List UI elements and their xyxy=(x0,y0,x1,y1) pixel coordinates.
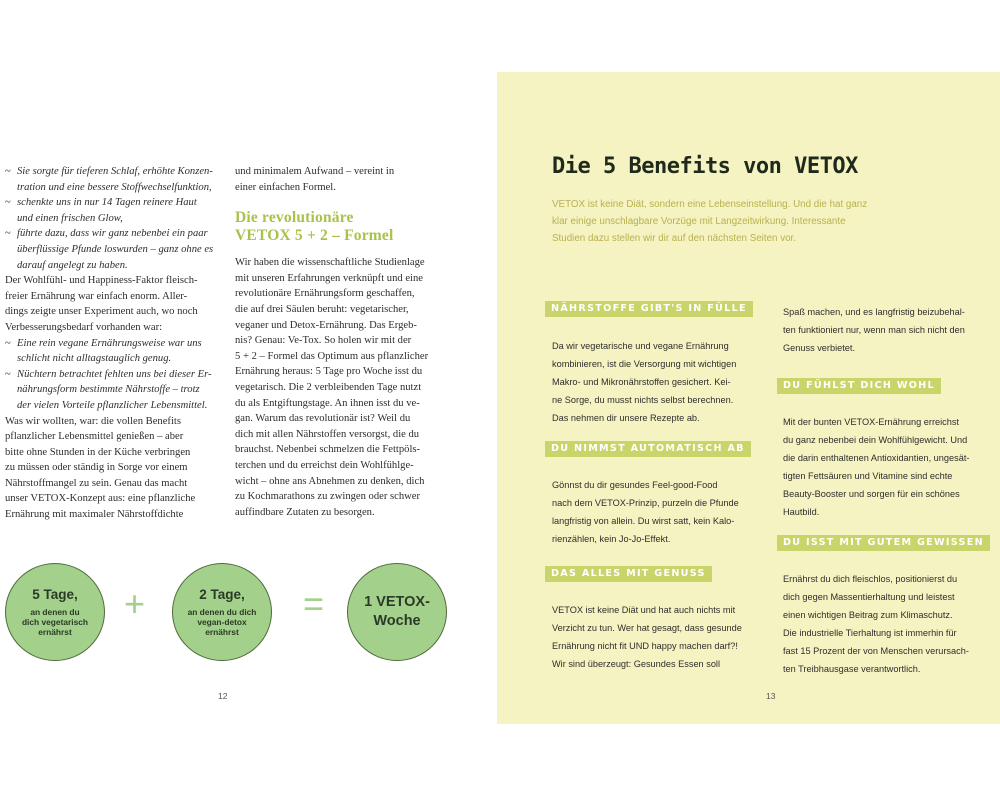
left-column-1 xyxy=(5,164,219,523)
list-item: ~ Eine rein vegane Ernährungsweise war uns schlicht nicht alltagstauglich genug. xyxy=(5,337,202,365)
body-paragraph: Der Wohlfühl- und Happiness-Faktor fleisch- freier Ernährung war einfach enorm. Aller- dings zeigte unser Experiment auch, wo noch Verbesserungsbedarf vorhanden war: xyxy=(5,275,198,333)
section-band-naehrstoffe: NÄHRSTOFFE GIBT'S IN FÜLLE xyxy=(545,301,753,317)
section-text-genuss: VETOX ist keine Diät und hat auch nichts mit Verzicht zu tun. Wer hat gesagt, dass gesunde Ernährung nicht fit UND happy machen darf?! Wir sind überzeugt: Gesundes Essen soll xyxy=(552,605,742,669)
section-band-gewissen: DU ISST MIT GUTEM GEWISSEN xyxy=(777,535,990,551)
formula-circle-2-days: 2 Tage, an denen du dich vegan-detox ernährst xyxy=(172,563,272,661)
intro-text: VETOX ist keine Diät, sondern eine Lebenseinstellung. Und die hat ganz klar einige unschlagbare Vorzüge mit Langzeitwirkung. Interessante Studien dazu stellen wir dir auf den nächsten Seiten vor. xyxy=(552,199,868,244)
section-band-genuss: DAS ALLES MIT GENUSS xyxy=(545,566,712,582)
page-number-left: 12 xyxy=(218,691,228,701)
left-column-2 xyxy=(235,164,447,520)
section-text-naehrstoffe: Da wir vegetarische und vegane Ernährung kombinieren, ist die Versorgung mit wichtigen Makro- und Mikronährstoffen gesichert. Kei- ne Sorge, du musst nichts selbst berechnen. Das nehmen dir unsere Rezepte ab. xyxy=(552,341,737,423)
bullet-list-top xyxy=(5,164,219,273)
page-title: Die 5 Benefits von VETOX xyxy=(552,154,858,179)
formula-circle-result: 1 VETOX- Woche xyxy=(347,563,447,661)
section-text-genuss-continued: Spaß machen, und es langfristig beizubehal- ten funktioniert nur, wenn man sich nicht den Genuss verbietet. xyxy=(783,307,965,353)
body-paragraph: Wir haben die wissenschaftliche Studienlage mit unseren Erfahrungen verknüpft und eine revolutionäre Ernährungsform geschaffen, die auf drei Säulen beruht: vegetarischer, veganer und Detox-Ernährung. Das Ergeb- nis? Genau: Ve-Tox. So holen wir mit der 5 + 2 – Formel das Optimum aus pflanzlicher Ernährung heraus: 5 Tage pro Woche isst du vegetarisch. Die 2 verbleibenden Tage nutzt du als Entgiftungstage. An ihnen isst du ve- gan. Warum das revolutionär ist? Weil du dich mit allen Nährstoffen versorgst, die du brauchst. Nebenbei schmelzen die Fettpöls- terchen und du erreichst dein Wohlfühlge- wicht – ohne ans Abnehmen zu denken, dich zu Kochmarathons zu zwingen oder schwer auffindbare Zutaten zu besorgen. xyxy=(235,257,429,518)
formula-circle-5-days: 5 Tage, an denen du dich vegetarisch ernährst xyxy=(5,563,105,661)
section-band-wohl: DU FÜHLST DICH WOHL xyxy=(777,378,941,394)
body-paragraph: und minimalem Aufwand – vereint in einer einfachen Formel. xyxy=(235,166,395,193)
section-text-abnehmen: Gönnst du dir gesundes Feel-good-Food nach dem VETOX-Prinzip, purzeln die Pfunde langfristig von allein. Du wirst satt, kein Kalo- rienzählen, kein Jo-Jo-Effekt. xyxy=(552,480,739,544)
plus-sign: + xyxy=(124,583,146,624)
section-text-wohl: Mit der bunten VETOX-Ernährung erreichst du ganz nebenbei dein Wohlfühlgewicht. Und die darin enthaltenen Antioxidantien, ungesät- tigten Fettsäuren und Vitamine sind echte Beauty-Booster und sorgen für ein schönes Hautbild. xyxy=(783,417,970,517)
section-heading: Die revolutionäre VETOX 5 + 2 – Formel xyxy=(235,209,394,245)
list-item: ~ schenkte uns in nur 14 Tagen reinere Haut und einen frischen Glow, xyxy=(5,197,197,224)
page-number-right: 13 xyxy=(766,691,776,701)
bullet-list-mid xyxy=(5,336,219,414)
section-text-gewissen: Ernährst du dich fleischlos, positionierst du dich gegen Massentierhaltung und leistest einen wichtigen Beitrag zum Klimaschutz. Die industrielle Tierhaltung ist immerhin für fast 15 Prozent der von Menschen verursach- ten Treibhausgase verantwortlich. xyxy=(783,574,969,674)
body-paragraph: Was wir wollten, war: die vollen Benefits pflanzlicher Lebensmittel genießen – aber bitte ohne Stunden in der Küche verbringen zu müssen oder ständig in Sorge vor einem Nährstoffmangel zu sein. Genau das macht unser VETOX-Konzept aus: eine pflanzliche Ernährung mit maximaler Nährstoffdichte xyxy=(5,415,196,521)
equals-sign: = xyxy=(303,583,325,624)
list-item: ~ Nüchtern betrachtet fehlten uns bei dieser Er- nährungsform bestimmte Nährstoffe – trotz der vielen Vorteile pflanzlicher Lebensmittel. xyxy=(5,368,212,411)
list-item: ~ Sie sorgte für tieferen Schlaf, erhöhte Konzen- tration und eine bessere Stoffwechselfunktion, xyxy=(5,166,213,193)
list-item: ~ führte dazu, dass wir ganz nebenbei ein paar überflüssige Pfunde loswurden – ganz ohne es darauf angelegt zu haben. xyxy=(5,228,214,271)
section-band-abnehmen: DU NIMMST AUTOMATISCH AB xyxy=(545,441,751,457)
